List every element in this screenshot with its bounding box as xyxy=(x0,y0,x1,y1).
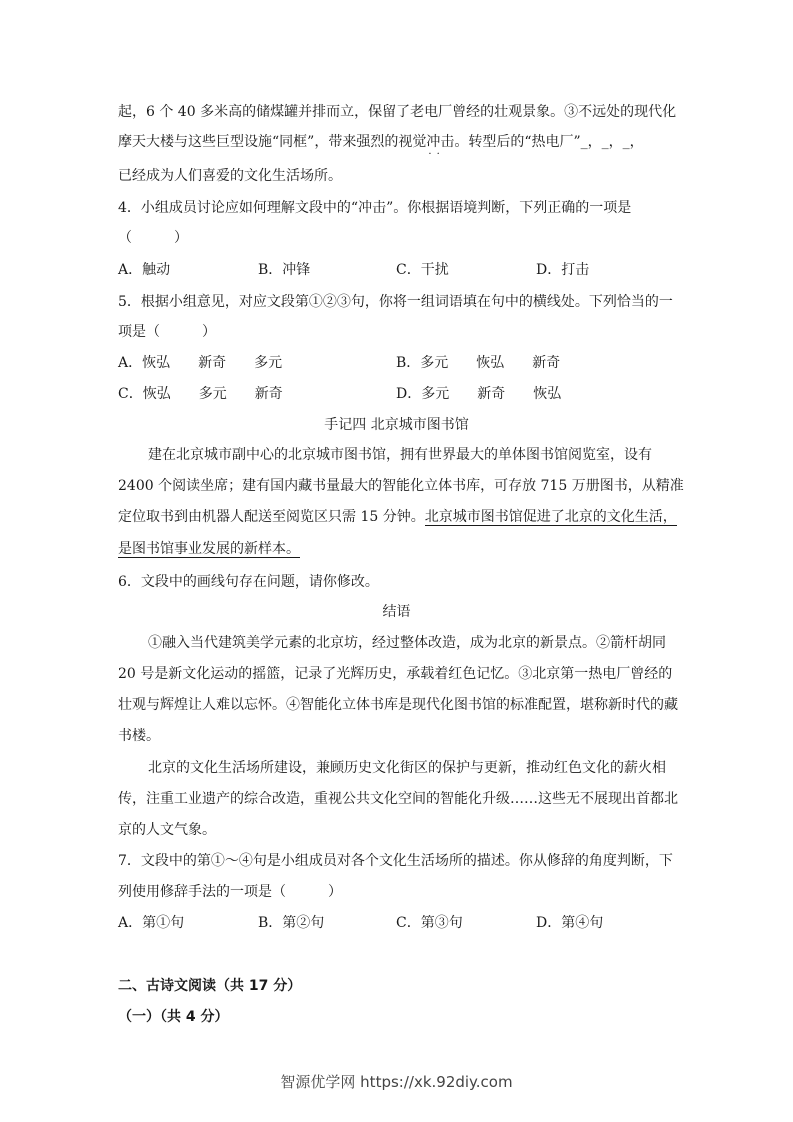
passage-line-2-text-a: 摩天大楼与这些巨型设施“同框”，带来强烈的视觉 xyxy=(118,134,427,150)
question-6-stem: 6．文段中的画线句存在问题，请你修改。 xyxy=(118,574,379,590)
section-2-subheading: （一）（共 4 分） xyxy=(118,1009,229,1025)
passage-line-3: 已经成为人们喜爱的文化生活场所。 xyxy=(118,168,342,184)
question-4-stem: 4．小组成员讨论应如何理解文段中的“冲击”。你根据语境判断，下列正确的一项是 xyxy=(118,200,632,216)
conclusion-p1-line-1: ①融入当代建筑美学元素的北京坊，经过整体改造，成为北京的新景点。②箭杆胡同 xyxy=(148,635,666,651)
q4-option-c: C．干扰 xyxy=(396,262,449,278)
emphasized-word: 冲击 · · xyxy=(426,134,454,150)
question-7-stem-1: 7．文段中的第①～④句是小组成员对各个文化生活场所的描述。你从修辞的角度判断，下 xyxy=(118,853,673,869)
conclusion-p1-line-4: 书楼。 xyxy=(118,728,160,744)
q5-option-b: B．多元 恢弘 新奇 xyxy=(396,355,561,371)
conclusion-title: 结语 xyxy=(382,604,411,620)
notes-4-line-3-text: 定位取书到由机器人配送至阅览区只需 15 分钟。 xyxy=(118,509,425,525)
conclusion-p1-line-3: 壮观与辉煌让人难以忘怀。④智能化立体书库是现代化图书馆的标准配置，堪称新时代的藏 xyxy=(118,697,678,713)
passage-line-1: 起，6 个 40 多米高的储煤罐并排而立，保留了老电厂曾经的壮观景象。③不远处的现代化 xyxy=(118,104,677,120)
q7-option-c: C．第③句 xyxy=(396,915,463,931)
passage-line-2 xyxy=(118,133,644,151)
footer-watermark: 智源优学网 https://xk.92diy.com xyxy=(280,1073,513,1091)
q5-option-a: A．恢弘 新奇 多元 xyxy=(118,355,283,371)
question-5-stem-2: 项是（ ） xyxy=(118,324,216,340)
notes-4-line-1: 建在北京城市副中心的北京城市图书馆，拥有世界最大的单体图书馆阅览室，设有 xyxy=(148,447,652,463)
q4-option-b: B．冲锋 xyxy=(258,262,311,278)
question-7-stem-2: 列使用修辞手法的一项是（ ） xyxy=(118,884,342,900)
q4-option-a: A．触动 xyxy=(118,262,171,278)
underlined-sentence-part-1: 北京城市图书馆促进了北京的文化生活， xyxy=(424,509,677,525)
q4-option-d: D．打击 xyxy=(536,262,590,278)
passage-line-2-text-c: 。转型后的“热电厂” xyxy=(454,134,581,150)
q5-option-c: C．恢弘 多元 新奇 xyxy=(118,386,283,402)
q5-option-d: D．多元 新奇 恢弘 xyxy=(396,386,562,402)
conclusion-p1-line-2: 20 号是新文化运动的摇篮，记录了光辉历史，承载着红色记忆。③北京第一热电厂曾经的 xyxy=(118,666,673,682)
notes-4-title: 手记四 北京城市图书馆 xyxy=(324,417,469,433)
underlined-sentence-part-2: 是图书馆事业发展的新样本。 xyxy=(118,541,300,557)
conclusion-p2-line-1: 北京的文化生活场所建设，兼顾历史文化街区的保护与更新，推动红色文化的薪火相 xyxy=(148,760,666,776)
q7-option-d: D．第④句 xyxy=(536,915,604,931)
conclusion-p2-line-2: 传，注重工业遗产的综合改造，重视公共文化空间的智能化升级……这些无不展现出首都北 xyxy=(118,791,678,807)
question-5-stem-1: 5．根据小组意见，对应文段第①②③句，你将一组词语填在句中的横线处。下列恰当的一 xyxy=(118,294,673,310)
question-4-answer-paren: （ ） xyxy=(118,230,188,246)
section-2-heading: 二、古诗文阅读（共 17 分） xyxy=(118,978,302,994)
notes-4-line-4 xyxy=(118,540,300,558)
notes-4-line-3 xyxy=(118,508,677,526)
notes-4-line-2: 2400 个阅读坐席；建有国内藏书量最大的智能化立体书库，可存放 715 万册图书，从精准 xyxy=(118,478,684,494)
q7-option-b: B．第②句 xyxy=(258,915,325,931)
fill-blanks: _，_，_， xyxy=(580,134,644,150)
q7-option-a: A．第①句 xyxy=(118,915,185,931)
conclusion-p2-line-3: 京的人文气象。 xyxy=(118,822,216,838)
